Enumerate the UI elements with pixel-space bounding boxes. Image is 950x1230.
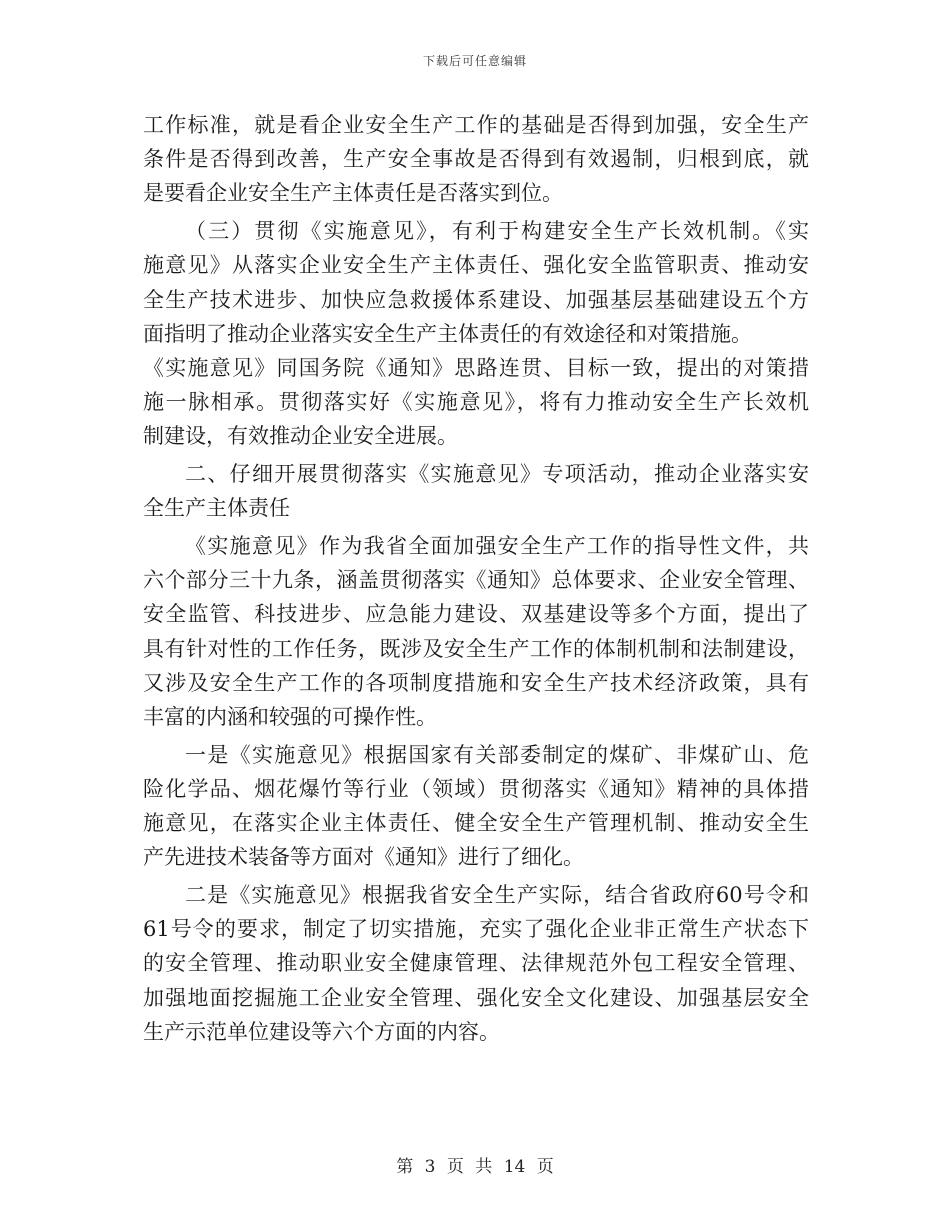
text-line: 施一脉相承。贯彻落实好《实施意见》，将有力推动安全生产长效机	[143, 390, 809, 415]
text-line: 的安全管理、推动职业安全健康管理、法律规范外包工程安全管理、	[143, 951, 809, 976]
page-header: 下载后可任意编辑	[422, 54, 527, 68]
text-line: （三）贯彻《实施意见》，有利于构建安全生产长效机制。《实	[185, 219, 809, 244]
text-line: 二是《实施意见》根据我省安全生产实际，结合省政府60号令和	[185, 883, 809, 908]
section-heading	[143, 457, 809, 525]
text-line: 是要看企业安全生产主体责任是否落实到位。	[143, 181, 563, 206]
text-line: 《实施意见》作为我省全面加强安全生产工作的指导性文件，共	[185, 534, 809, 559]
document-body	[143, 108, 809, 1049]
text-line: 生产示范单位建设等六个方面的内容。	[143, 1019, 500, 1044]
text-line: 工作标准，就是看企业安全生产工作的基础是否得到加强，安全生产	[143, 113, 809, 137]
text-line: 全生产主体责任	[143, 496, 290, 521]
text-line: 施意见，在落实企业主体责任、健全安全生产管理机制、推动安全生	[143, 811, 809, 836]
text-line: 全生产技术进步、加快应急救援体系建设、加强基层基础建设五个方	[143, 287, 809, 312]
text-line: 61号令的要求，制定了切实措施，充实了强化企业非正常生产状态下	[143, 917, 809, 942]
paragraph	[143, 214, 809, 453]
text-line: 丰富的内涵和较强的可操作性。	[143, 704, 437, 729]
paragraph	[143, 738, 809, 875]
text-line: 又涉及安全生产工作的各项制度措施和安全生产技术经济政策，具有	[143, 670, 809, 695]
text-line: 一是《实施意见》根据国家有关部委制定的煤矿、非煤矿山、危	[185, 742, 809, 767]
page-number-footer: 第 3 页 共 14 页	[396, 1157, 554, 1177]
text-line: 条件是否得到改善，生产安全事故是否得到有效遏制，归根到底，就	[143, 147, 809, 172]
text-line: 具有针对性的工作任务，既涉及安全生产工作的体制机制和法制建设，	[143, 636, 809, 661]
paragraph	[143, 878, 809, 1049]
text-line: 二、仔细开展贯彻落实《实施意见》专项活动，推动企业落实安	[185, 462, 809, 487]
text-line: 加强地面挖掘施工企业安全管理、强化安全文化建设、加强基层安全	[143, 985, 809, 1010]
text-line: 《实施意见》同国务院《通知》思路连贯、目标一致，提出的对策措	[143, 355, 809, 380]
paragraph	[143, 529, 809, 734]
text-line: 安全监管、科技进步、应急能力建设、双基建设等多个方面，提出了	[143, 602, 809, 627]
text-line: 面指明了推动企业落实安全生产主体责任的有效途径和对策措施。	[143, 321, 752, 346]
text-line: 险化学品、烟花爆竹等行业（领域）贯彻落实《通知》精神的具体措	[143, 776, 809, 801]
text-line: 制建设，有效推动企业安全进展。	[143, 424, 458, 449]
text-line: 产先进技术装备等方面对《通知》进行了细化。	[143, 845, 584, 870]
text-line: 施意见》从落实企业安全生产主体责任、强化安全监管职责、推动安	[143, 253, 809, 278]
paragraph	[143, 108, 809, 211]
text-line: 六个部分三十九条，涵盖贯彻落实《通知》总体要求、企业安全管理、	[143, 568, 809, 593]
